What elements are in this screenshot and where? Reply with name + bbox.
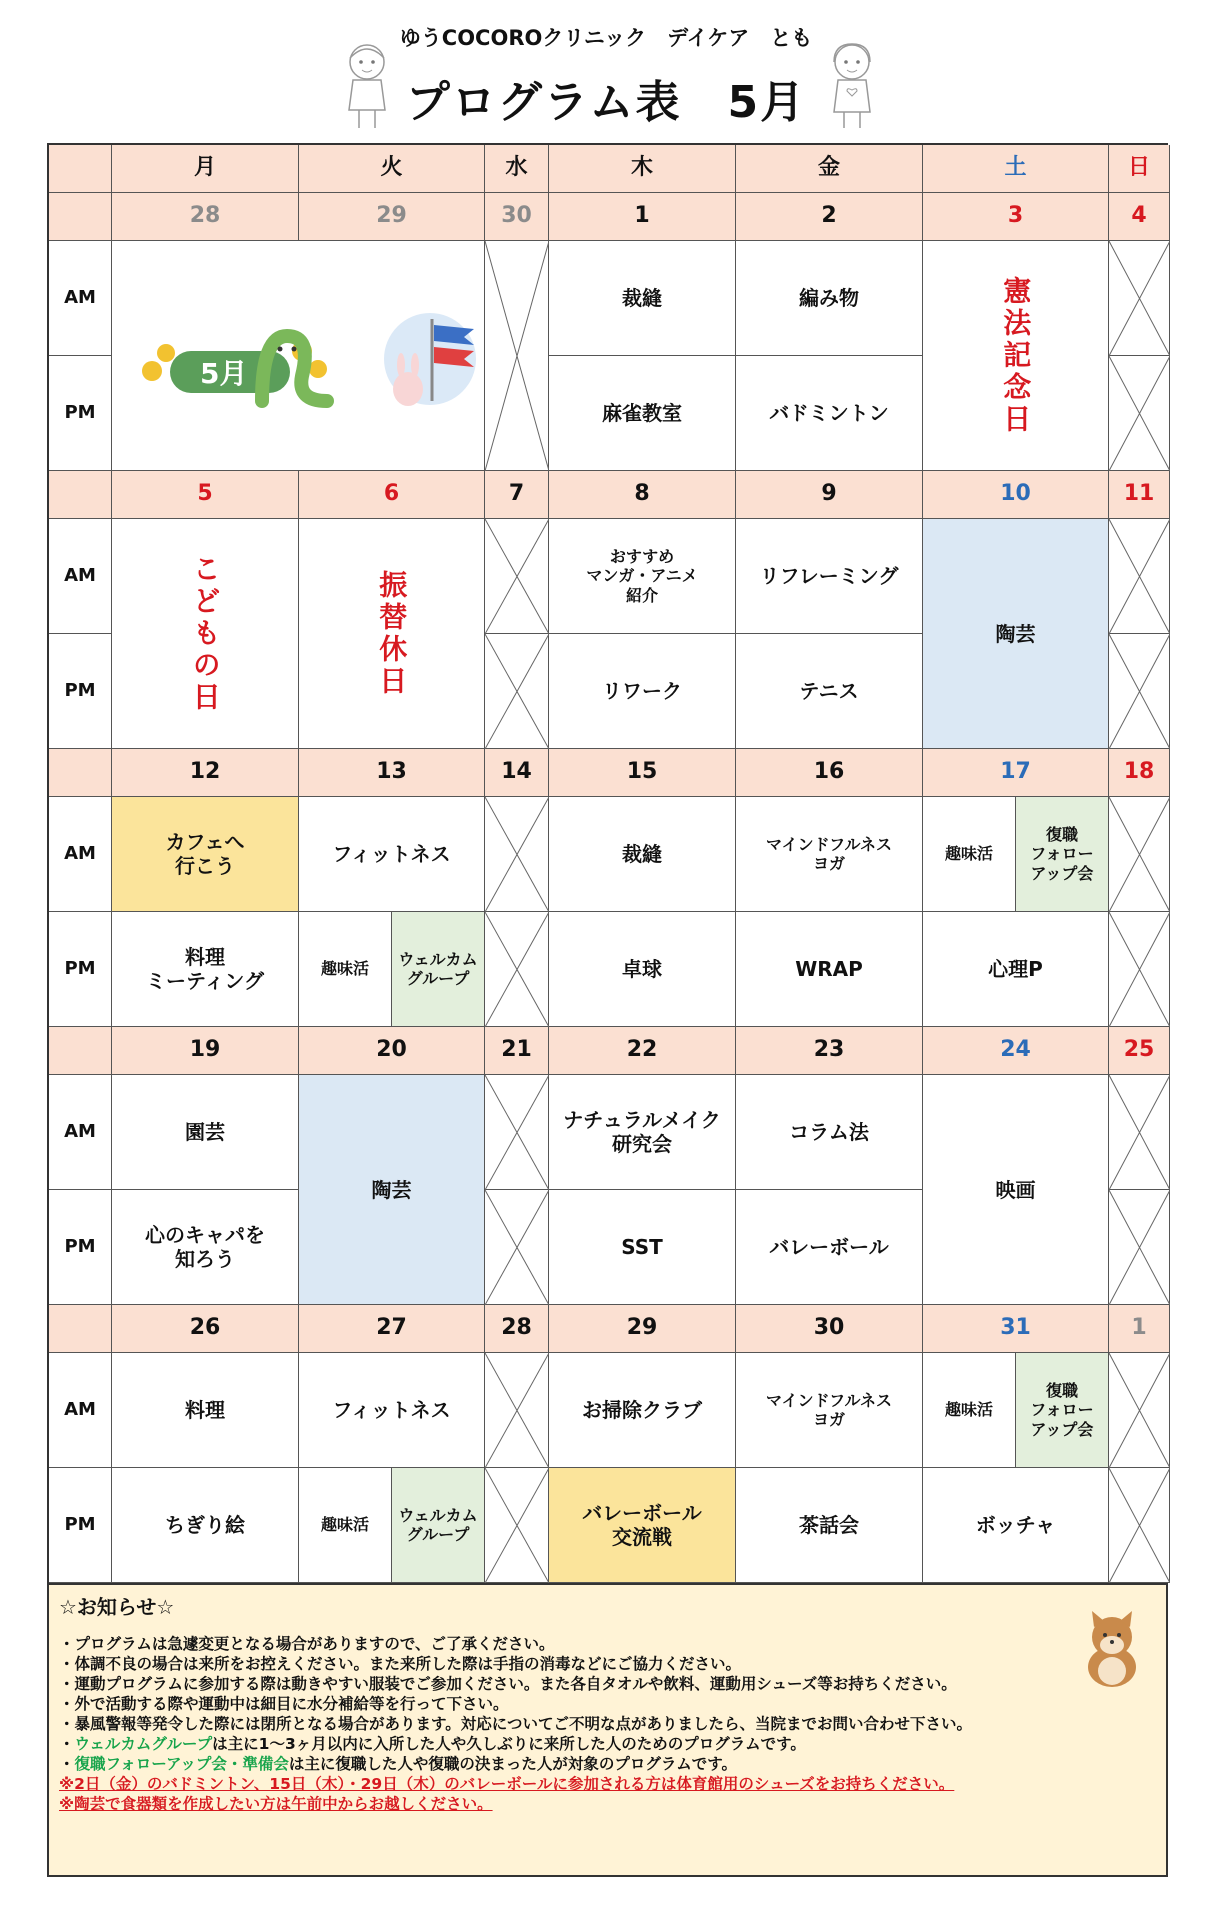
closed-cross-icon [485,1075,549,1190]
holiday-tue-label: 振替休日 [375,569,409,698]
weekday-header-sun-label: 日 [1127,155,1150,181]
pm-label [49,634,112,749]
date-sat [923,749,1109,797]
program-mon-am-label: 料理 [185,1398,225,1422]
program-thu-pm[interactable] [549,356,736,471]
date-mon-label: 26 [189,1315,221,1341]
date-sat [923,193,1109,241]
weekday-header-wed-label: 水 [505,155,528,181]
closed-cross-icon [485,519,549,634]
date-tue [299,193,485,241]
program-fri-am[interactable] [736,1353,923,1468]
program-mon-pm[interactable] [112,912,299,1027]
program-tue-am-label: フィットネス [332,1398,451,1422]
closed-cross-icon [1109,241,1170,356]
program-sat-am-hobby-label: 趣味活 [944,844,993,864]
date-sun-label: 1 [1131,1315,1147,1341]
am-label [49,797,112,912]
page-header [0,0,1212,140]
program-sat[interactable] [923,519,1109,749]
sun-am-closed [1109,1075,1170,1190]
program-thu-am[interactable] [549,241,736,356]
program-sat-label: 陶芸 [995,621,1036,646]
schedule-grid [47,143,1168,1583]
date-sat [923,1305,1109,1353]
program-thu-pm-label: バレーボール 交流戦 [582,1501,702,1549]
program-mon-am[interactable] [112,1353,299,1468]
holiday-tue [299,519,485,749]
date-sat [923,471,1109,519]
date-wed [485,193,549,241]
date-sun [1109,1027,1170,1075]
closed-cross-icon [1109,1190,1170,1305]
date-fri [736,749,923,797]
date-sun-label: 4 [1131,203,1147,229]
weekday-header-tue-label: 火 [380,155,403,181]
girl-sketch-illustration [335,40,399,132]
wed-pm-closed [485,1468,549,1583]
program-thu-am-label: 裁縫 [622,286,662,310]
notice-line: ・外で活動する際や運動中は細目に水分補給等を行って下さい。 [59,1695,509,1713]
program-mon-am-label: カフェへ 行こう [165,830,245,878]
date-tue-label: 6 [383,481,400,507]
date-mon-label: 28 [189,203,221,229]
date-tue-label: 13 [376,759,407,785]
date-wed-label: 30 [501,203,532,229]
clinic-name: ゆうCOCOROクリニック デイケア とも [399,26,813,50]
holiday-sat-label: 憲法記念日 [999,275,1033,436]
program-mon-pm-label: 心のキャパを 知ろう [145,1223,265,1271]
wed-pm-closed [485,912,549,1027]
wed-am-closed [485,1353,549,1468]
notice-red-line: ※2日（金）のバドミントン、15日（木）・29日（木）のバレーボールに参加される方は体育館用のシューズをお持ちください。 [59,1775,955,1793]
date-fri [736,1305,923,1353]
sun-am-closed [1109,1353,1170,1468]
program-thu-pm-label: SST [621,1235,663,1259]
date-thu [549,471,736,519]
program-mon-am[interactable] [112,1075,299,1190]
am-label-label: AM [64,843,96,865]
program-fri-am-label: コラム法 [789,1120,869,1144]
program-fri-pm[interactable] [736,912,923,1027]
date-row-spacer [49,1305,112,1353]
closed-cross-icon [485,1468,549,1583]
program-thu-pm[interactable] [549,1190,736,1305]
date-sun-label: 11 [1123,481,1155,507]
program-mon-am[interactable] [112,797,299,912]
date-mon [112,1027,299,1075]
am-label-label: AM [64,287,96,309]
date-sat-label: 17 [1000,759,1031,785]
program-thu-am-label: 裁縫 [622,842,662,866]
date-fri [736,193,923,241]
program-fri-pm[interactable] [736,634,923,749]
sun-pm-closed [1109,634,1170,749]
date-mon [112,471,299,519]
weekday-header-wed [485,145,549,193]
program-tue-pm-hobby[interactable] [299,912,392,1027]
program-tue-pm-hobby[interactable] [299,1468,392,1583]
am-label [49,519,112,634]
closed-cross-icon [1109,519,1170,634]
date-thu-label: 22 [626,1037,658,1063]
program-tue-pm-hobby-label: 趣味活 [320,959,369,979]
program-fri-am[interactable] [736,1075,923,1190]
weekday-header-tue [299,145,485,193]
program-fri-am-label: 編み物 [799,286,859,310]
program-thu-am-label: ナチュラルメイク 研究会 [563,1108,721,1156]
holiday-sat [923,241,1109,471]
program-fri-pm-label: バドミントン [769,401,889,425]
program-tue-pm-welcome-label: ウェルカム グループ [398,949,478,988]
date-row-spacer [49,749,112,797]
return-followup-highlight: 復職フォローアップ会・準備会 [74,1755,289,1773]
wed-am-closed [485,797,549,912]
date-wed-label: 14 [501,759,532,785]
closed-cross-icon [485,1190,549,1305]
program-fri-am-label: リフレーミング [759,564,899,588]
date-fri-label: 2 [821,203,837,229]
date-mon-label: 5 [197,481,213,507]
date-row-spacer [49,471,112,519]
date-thu-label: 15 [626,759,658,785]
may-badge-text: 5月 [200,356,248,390]
am-label-label: AM [64,1399,96,1421]
may-illustration [112,241,485,471]
program-sat-am-followup-label: 復職 フォロー アップ会 [1030,1381,1094,1439]
date-sat-label: 3 [1007,203,1024,229]
holiday-mon [112,519,299,749]
program-sat-am-followup-label: 復職 フォロー アップ会 [1030,825,1094,883]
date-thu-label: 8 [634,481,650,507]
pm-label-label: PM [64,958,96,980]
program-fri-am[interactable] [736,519,923,634]
may-decoration-icon [112,241,484,471]
sun-am-closed [1109,519,1170,634]
program-fri-pm-label: テニス [799,679,859,703]
program-tue-am[interactable] [299,797,485,912]
program-sat-am-hobby[interactable] [923,797,1016,912]
program-sat-pm[interactable] [923,1468,1109,1583]
closed-cross-icon [1109,1075,1170,1190]
sun-pm-closed [1109,1468,1170,1583]
weekday-header-mon-label: 月 [193,155,216,181]
notice-line: ・プログラムは急遽変更となる場合がありますので、ご了承ください。 [59,1635,555,1653]
program-sat-am-followup[interactable] [1016,797,1109,912]
program-fri-pm-label: WRAP [795,957,863,981]
date-sat-label: 31 [1000,1315,1031,1341]
date-mon-label: 12 [189,759,221,785]
wed-pm-closed [485,634,549,749]
date-fri-label: 23 [813,1037,845,1063]
pm-label-label: PM [64,402,96,424]
notice-line-return: ・復職フォローアップ会・準備会は主に復職した人や復職の決まった人が対象のプログラムです。 [59,1755,737,1773]
program-sat-pm[interactable] [923,912,1109,1027]
weekday-header-thu [549,145,736,193]
date-sun [1109,749,1170,797]
date-wed-label: 21 [501,1037,532,1063]
program-fri-pm[interactable] [736,1468,923,1583]
program-mon-pm[interactable] [112,1468,299,1583]
date-sat [923,1027,1109,1075]
weekday-header-sat-label: 土 [1004,155,1027,181]
notice-line: ・運動プログラムに参加する際は動きやすい服装でご参加ください。また各自タオルや飲料、運動用シューズ等お持ちください。 [59,1675,957,1693]
notice-title: ☆お知らせ☆ [59,1595,175,1619]
am-label-label: AM [64,1121,96,1143]
date-sun [1109,1305,1170,1353]
program-fri-pm-label: 茶話会 [799,1513,859,1537]
weekday-header-sun [1109,145,1170,193]
date-sat-label: 10 [1000,481,1031,507]
date-thu-label: 29 [626,1315,658,1341]
program-thu-am[interactable] [549,1353,736,1468]
pm-label [49,356,112,471]
sun-pm-closed [1109,1190,1170,1305]
wed-closed [485,241,549,471]
program-thu-am[interactable] [549,797,736,912]
date-thu [549,749,736,797]
am-label-label: AM [64,565,96,587]
notice-line: ・暴風警報等発令した際には閉所となる場合があります。対応についてご不明な点がありましたら、当院までお問い合わせ下さい。 [59,1715,972,1733]
sun-pm-closed [1109,912,1170,1027]
header-corner [49,145,112,193]
program-tue-pm-hobby-label: 趣味活 [320,1515,369,1535]
wed-am-closed [485,1075,549,1190]
date-tue [299,749,485,797]
date-fri-label: 30 [813,1315,845,1341]
program-tue-am-label: フィットネス [332,842,451,866]
am-label [49,241,112,356]
closed-cross-icon [1109,1353,1170,1468]
date-mon [112,1305,299,1353]
program-tue-pm-welcome[interactable] [392,1468,485,1583]
date-fri-label: 16 [813,759,845,785]
page-title: プログラム表 5月 [405,77,807,128]
program-sat-am-hobby[interactable] [923,1353,1016,1468]
program-fri-pm[interactable] [736,356,923,471]
program-sat-pm-label: ボッチャ [975,1513,1056,1537]
welcome-group-highlight: ウェルカムグループ [74,1735,213,1753]
program-thu-pm-label: 麻雀教室 [602,401,682,425]
notice-line: ・体調不良の場合は来所をお控えください。また来所した際は手指の消毒などにご協力ください。 [59,1655,742,1673]
date-row-spacer [49,1027,112,1075]
date-wed [485,471,549,519]
pm-label [49,912,112,1027]
program-thu-am-label: お掃除クラブ [582,1398,702,1422]
am-label [49,1075,112,1190]
sun-am-closed [1109,797,1170,912]
weekday-header-thu-label: 木 [630,155,653,181]
weekday-header-sat [923,145,1109,193]
closed-cross-icon [485,241,549,471]
date-sun-label: 18 [1123,759,1155,785]
pm-label-label: PM [64,680,96,702]
program-sat-am-hobby-label: 趣味活 [944,1400,993,1420]
program-thu-pm[interactable] [549,1468,736,1583]
program-fri-pm-label: バレーボール [769,1235,889,1259]
notice-line-welcome: ・ウェルカムグループは主に1～3ヶ月以内に入所した人や久しぶりに来所した人のためのプログラムです。 [59,1735,806,1753]
program-thu-pm-label: 卓球 [622,957,662,981]
program-mon-pm-label: ちぎり絵 [165,1513,245,1537]
date-mon-label: 19 [189,1037,221,1063]
date-mon [112,193,299,241]
program-tue-pm-welcome-label: ウェルカム グループ [398,1505,478,1544]
program-fri-am-label: マインドフルネス ヨガ [765,1390,893,1429]
program-fri-am-label: マインドフルネス ヨガ [765,834,893,873]
closed-cross-icon [1109,797,1170,912]
closed-cross-icon [1109,356,1170,471]
program-sat-pm-label: 心理P [988,957,1043,981]
date-tue [299,1305,485,1353]
closed-cross-icon [485,1353,549,1468]
wed-pm-closed [485,1190,549,1305]
weekday-header-fri-label: 金 [817,155,840,181]
wed-am-closed [485,519,549,634]
weekday-header-mon [112,145,299,193]
pm-label-label: PM [64,1514,96,1536]
date-sun [1109,471,1170,519]
closed-cross-icon [1109,1468,1170,1583]
program-thu-pm[interactable] [549,634,736,749]
program-sat[interactable] [923,1075,1109,1305]
program-tue-label: 陶芸 [371,1177,412,1202]
program-mon-pm-label: 料理 ミーティング [146,945,264,993]
date-fri-label: 9 [821,481,837,507]
program-tue-pm-welcome[interactable] [392,912,485,1027]
shiba-dog-illustration [1078,1605,1146,1691]
date-wed [485,1027,549,1075]
program-fri-am[interactable] [736,797,923,912]
date-row-spacer [49,193,112,241]
closed-cross-icon [485,797,549,912]
program-thu-am[interactable] [549,1075,736,1190]
date-thu [549,1305,736,1353]
pm-label [49,1468,112,1583]
sun-pm-closed [1109,356,1170,471]
pm-label-label: PM [64,1236,96,1258]
date-sun [1109,193,1170,241]
date-fri [736,471,923,519]
date-thu [549,193,736,241]
date-sun-label: 25 [1123,1037,1155,1063]
holiday-mon-label: こどもの日 [188,553,222,714]
program-thu-pm[interactable] [549,912,736,1027]
notice-box [47,1583,1168,1877]
program-tue[interactable] [299,1075,485,1305]
date-tue-label: 27 [376,1315,407,1341]
date-tue-label: 20 [376,1037,407,1063]
date-sat-label: 24 [1000,1037,1031,1063]
program-sat-am-followup[interactable] [1016,1353,1109,1468]
date-thu [549,1027,736,1075]
closed-cross-icon [1109,912,1170,1027]
closed-cross-icon [485,912,549,1027]
date-thu-label: 1 [634,203,650,229]
weekday-header-fri [736,145,923,193]
date-wed [485,749,549,797]
date-wed-label: 7 [508,481,525,507]
program-mon-am-label: 園芸 [185,1120,225,1144]
program-mon-pm[interactable] [112,1190,299,1305]
date-tue [299,1027,485,1075]
pm-label [49,1190,112,1305]
notice-red-line: ※陶芸で食器類を作成したい方は午前中からお越しください。 [59,1795,493,1813]
program-thu-am[interactable] [549,519,736,634]
closed-cross-icon [485,634,549,749]
date-wed [485,1305,549,1353]
program-fri-pm[interactable] [736,1190,923,1305]
date-tue-label: 29 [376,203,407,229]
girl-with-heart-sketch-illustration [820,40,884,132]
date-tue [299,471,485,519]
program-thu-pm-label: リワーク [602,679,682,703]
date-fri [736,1027,923,1075]
date-wed-label: 28 [501,1315,532,1341]
program-thu-am-label: おすすめ マンガ・アニメ 紹介 [586,547,698,605]
closed-cross-icon [1109,634,1170,749]
program-fri-am[interactable] [736,241,923,356]
program-sat-label: 映画 [995,1177,1036,1202]
sun-am-closed [1109,241,1170,356]
am-label [49,1353,112,1468]
program-tue-am[interactable] [299,1353,485,1468]
date-mon [112,749,299,797]
